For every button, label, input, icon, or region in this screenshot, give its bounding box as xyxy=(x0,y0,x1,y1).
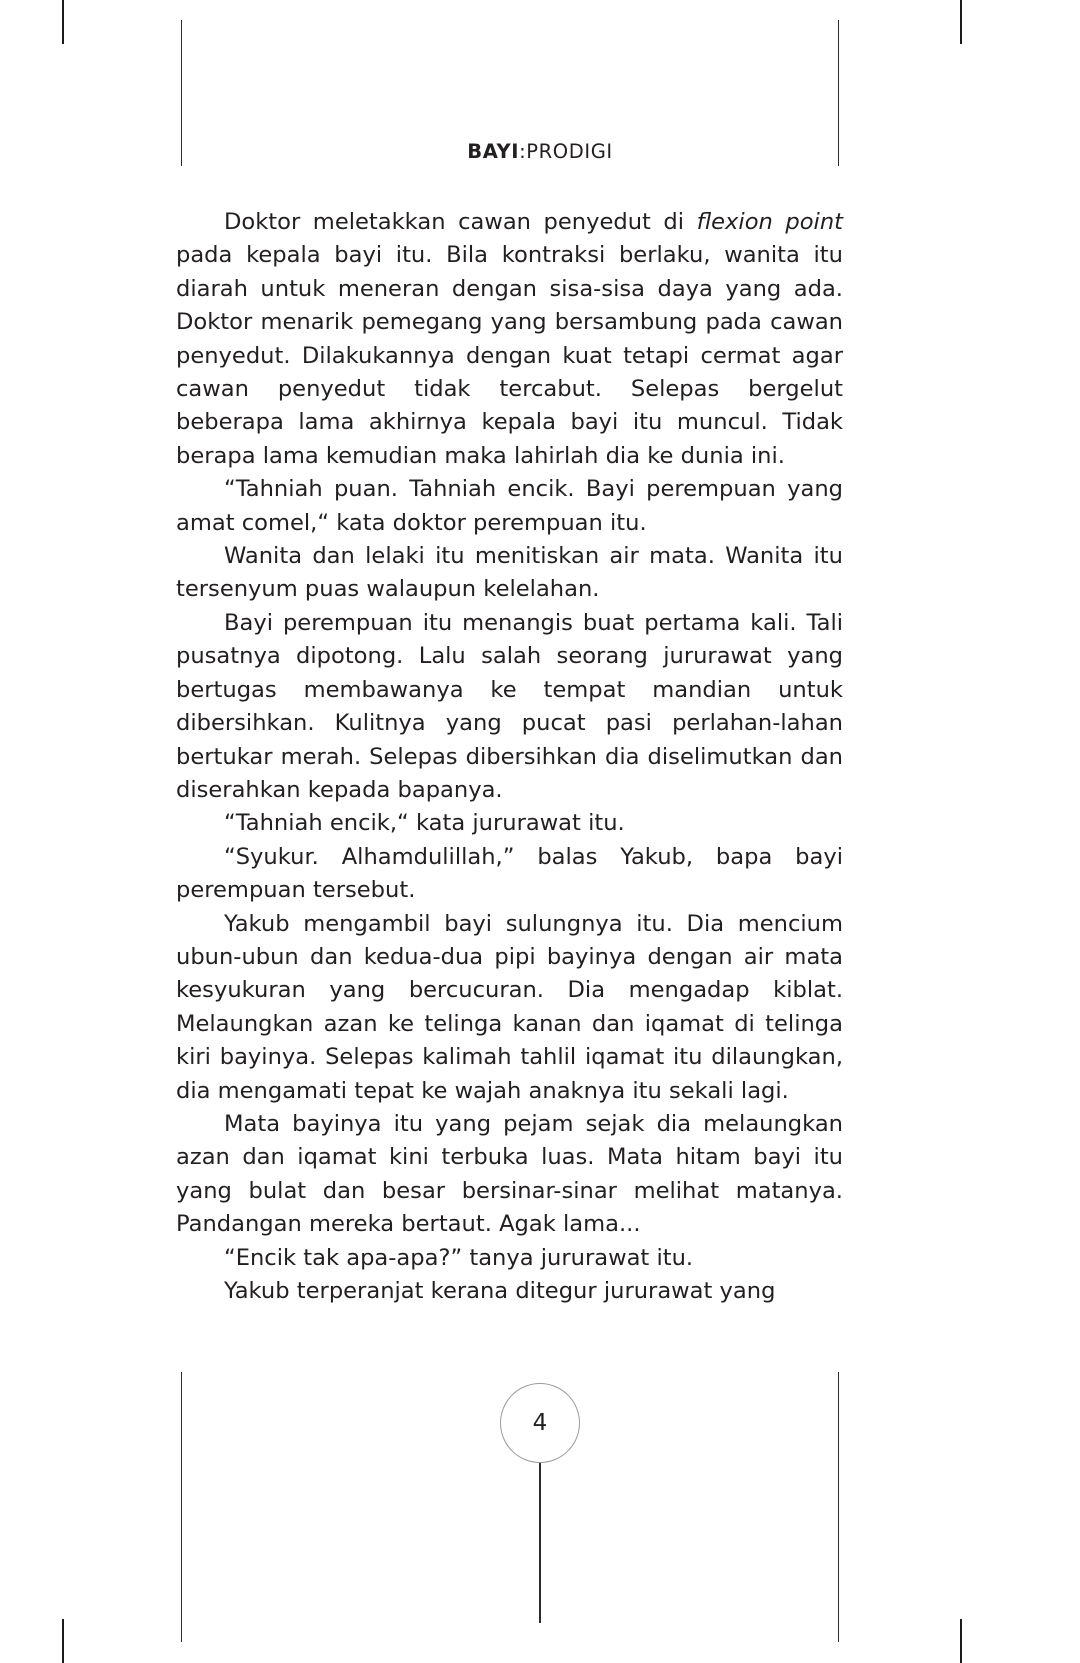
running-head xyxy=(0,140,1080,163)
crop-mark-bottom-left xyxy=(62,1619,64,1663)
paragraph xyxy=(176,473,843,540)
paragraph xyxy=(176,1242,843,1275)
running-head-title: BAYI xyxy=(467,140,520,163)
paragraph xyxy=(176,540,843,607)
text-run: “Encik tak apa-apa?” tanya jururawat itu. xyxy=(224,1244,694,1271)
paragraph xyxy=(176,1108,843,1242)
text-run: pada kepala bayi itu. Bila kontraksi berlaku, wanita itu diarah untuk meneran dengan sisa-sisa daya yang ada. Doktor menarik pemegang yang bersambung pada cawan penyedut. Dilakukannya dengan kuat tetapi cermat agar cawan penyedut tidak tercabut. Selepas bergelut beberapa lama akhirnya kepala bayi itu muncul. Tidak berapa lama kemudian maka lahirlah dia ke dunia ini. xyxy=(176,242,843,469)
folio-stem-line xyxy=(539,1463,541,1623)
paragraph xyxy=(176,206,843,473)
crop-mark-top-left xyxy=(62,0,64,44)
paragraph xyxy=(176,1275,843,1308)
folio-circle xyxy=(500,1383,580,1463)
paragraph xyxy=(176,607,843,807)
text-run: Yakub terperanjat kerana ditegur jururawat yang xyxy=(224,1278,776,1304)
page-number: 4 xyxy=(532,1410,548,1436)
paragraph xyxy=(176,807,843,840)
paragraph xyxy=(176,908,843,1108)
italic-term: flexion point xyxy=(696,209,844,235)
text-run: “Syukur. Alhamdulillah,” balas Yakub, bapa bayi perempuan tersebut. xyxy=(176,843,843,904)
text-run: “Tahniah puan. Tahniah encik. Bayi perempuan yang amat comel,“ kata doktor perempuan itu. xyxy=(176,476,843,536)
text-run: Wanita dan lelaki itu menitiskan air mata. Wanita itu tersenyum puas walaupun kelelahan. xyxy=(176,543,843,603)
text-run: Doktor meletakkan cawan penyedut di xyxy=(224,209,697,235)
text-run: Yakub mengambil bayi sulungnya itu. Dia mencium ubun-ubun dan kedua-dua pipi bayinya dengan air mata kesyukuran yang bercucuran. Dia mengadap kiblat. Melaungkan azan ke telinga kanan dan iqamat di telinga kiri bayinya. Selepas kalimah tahlil iqamat itu dilaungkan, dia mengamati tepat ke wajah anaknya itu sekali lagi. xyxy=(176,910,843,1104)
folio xyxy=(0,1383,1080,1623)
crop-mark-top-right xyxy=(960,0,962,44)
text-run: “Tahniah encik,“ kata jururawat itu. xyxy=(224,810,625,837)
running-head-subtitle: :PRODIGI xyxy=(519,140,613,163)
text-run: Mata bayinya itu yang pejam sejak dia melaungkan azan dan iqamat kini terbuka luas. Mata hitam bayi itu yang bulat dan besar bersinar-sinar melihat matanya. Pandangan mereka bertaut. Agak lama... xyxy=(176,1110,843,1238)
paragraph xyxy=(176,841,843,908)
text-run: Bayi perempuan itu menangis buat pertama kali. Tali pusatnya dipotong. Lalu salah seorang jururawat yang bertugas membawanya ke tempat mandian untuk dibersihkan. Kulitnya yang pucat pasi perlahan-lahan bertukar merah. Selepas dibersihkan dia diselimutkan dan diserahkan kepada bapanya. xyxy=(176,609,843,803)
crop-mark-bottom-right xyxy=(960,1619,962,1663)
body-text xyxy=(176,206,843,1308)
